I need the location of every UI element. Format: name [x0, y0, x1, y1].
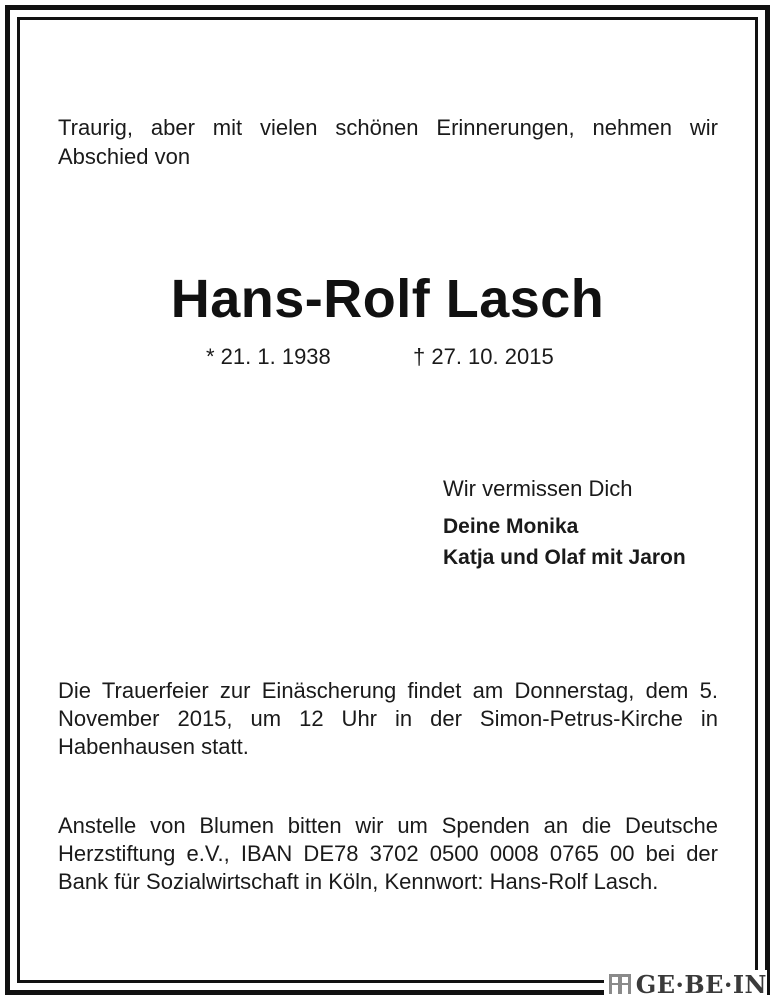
- signature-line-1: Deine Monika: [443, 515, 579, 538]
- miss-line: Wir vermissen Dich: [443, 476, 633, 501]
- deceased-name: Hans-Rolf Lasch: [170, 269, 605, 329]
- intro-text: Traurig, aber mit vielen schönen Erinnerungen, nehmen wir Abschied von: [58, 115, 718, 169]
- death-date: † 27. 10. 2015: [413, 344, 554, 369]
- publisher-logo: [604, 970, 767, 998]
- signature-line-2: Katja und Olaf mit Jaron: [443, 546, 686, 569]
- birth-date: * 21. 1. 1938: [206, 344, 331, 369]
- ceremony-text: Die Trauerfeier zur Einäscherung findet am Donnerstag, dem 5. November 2015, um 12 Uhr in der Simon-Petrus-Kirche in Habenhausen statt.: [58, 678, 718, 759]
- building-icon: [608, 972, 632, 996]
- donation-text: Anstelle von Blumen bitten wir um Spenden an die Deutsche Herzstiftung e.V., IBAN DE78 3702 0500 0008 0765 00 bei der Bank für Sozialwirtschaft in Köln, Kennwort: Hans-Rolf Lasch.: [58, 813, 718, 894]
- logo-text: GE·BE·IN: [635, 969, 767, 999]
